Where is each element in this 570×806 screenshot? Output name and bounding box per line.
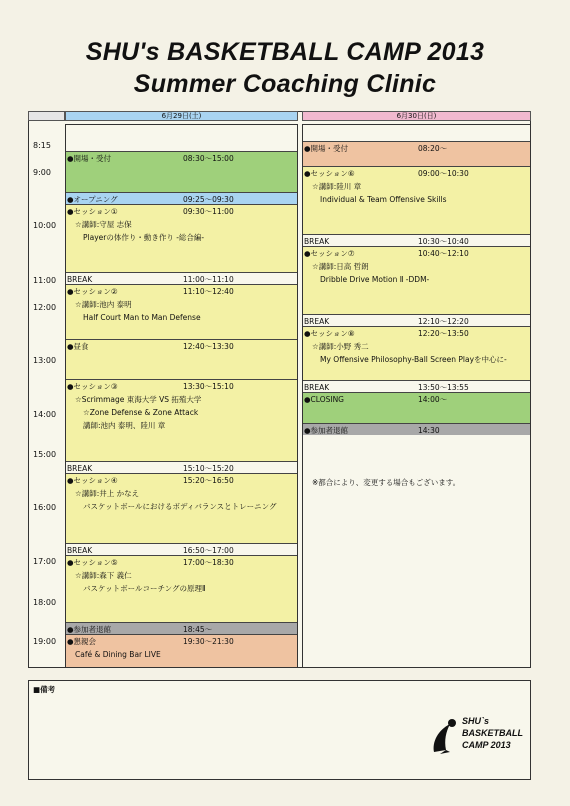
logo-line1: SHU`s — [462, 716, 490, 726]
time-label: 19:00 — [33, 637, 57, 646]
session-detail: ☆Zone Defense & Zone Attack — [83, 408, 199, 417]
session-title: ●昼食 — [67, 342, 89, 351]
session-time: 08:30～15:00 — [183, 154, 234, 163]
session-time: 09:30～11:00 — [183, 207, 234, 216]
session-title: ●セッション③ — [67, 382, 118, 391]
session-time: 13:50～13:55 — [418, 383, 469, 392]
time-label: 18:00 — [33, 598, 57, 607]
header-day1: 6月29日(土) — [65, 111, 298, 121]
session-time: 11:10～12:40 — [183, 287, 234, 296]
session-title: ●オープニング — [67, 195, 118, 204]
session-title: BREAK — [304, 383, 330, 392]
session-detail: Dribble Drive Motion Ⅱ -DDM- — [320, 275, 430, 284]
session-title: BREAK — [304, 317, 330, 326]
session-time: 14:30 — [418, 426, 440, 435]
session-title: ●CLOSING — [304, 395, 344, 404]
session-detail: My Offensive Philosophy-Ball Screen Playを中心に- — [320, 355, 507, 364]
time-label: 17:00 — [33, 557, 57, 566]
session-detail: ☆Scrimmage 東海大学 VS 拓殖大学 — [75, 395, 202, 404]
session-detail: ☆講師:井上 かなえ — [75, 489, 140, 498]
session-title: ●参加者退館 — [67, 625, 112, 634]
time-label: 14:00 — [33, 410, 57, 419]
time-label: 9:00 — [33, 168, 51, 177]
session-detail: 講師:池内 泰明、陸川 章 — [83, 421, 166, 430]
session-title: ●セッション① — [67, 207, 118, 216]
session-detail: ☆講師:小野 秀二 — [312, 342, 369, 351]
time-label: 12:00 — [33, 303, 57, 312]
change-note: ※都合により、変更する場合もございます。 — [312, 478, 461, 487]
session-title: ●セッション⑥ — [304, 169, 355, 178]
session-time: 12:20～13:50 — [418, 329, 469, 338]
session-detail: ☆講師:森下 義仁 — [75, 571, 132, 580]
session-detail: バスケットボールコーチングの原理Ⅱ — [83, 584, 206, 593]
session-title: ●セッション⑧ — [304, 329, 355, 338]
session-time: 13:30～15:10 — [183, 382, 234, 391]
session-detail: バスケットボールにおけるボディバランスとトレーニング — [83, 502, 277, 511]
title-line2: Summer Coaching Clinic — [133, 70, 437, 98]
session-time: 11:00～11:10 — [183, 275, 234, 284]
session-time: 18:45～ — [183, 625, 213, 634]
session-title: ●セッション⑦ — [304, 249, 355, 258]
session-title: ●懇親会 — [67, 637, 97, 646]
time-label: 16:00 — [33, 503, 57, 512]
session-detail: Half Court Man to Man Defense — [83, 313, 201, 322]
session-title: ●開場・受付 — [67, 154, 112, 163]
session-detail: Café & Dining Bar LIVE — [75, 650, 161, 659]
time-label: 10:00 — [33, 221, 57, 230]
session-title: ●参加者退館 — [304, 426, 349, 435]
session-detail: Individual & Team Offensive Skills — [320, 195, 447, 204]
session-time: 19:30～21:30 — [183, 637, 234, 646]
session-time: 12:40～13:30 — [183, 342, 234, 351]
session-time: 09:25～09:30 — [183, 195, 234, 204]
logo-line3: CAMP 2013 — [462, 740, 511, 750]
remarks-label: ■備考 — [33, 685, 56, 694]
session-time: 08:20～ — [418, 144, 448, 153]
title-line1: SHU's BASKETBALL CAMP 2013 — [85, 38, 485, 66]
session-time: 17:00～18:30 — [183, 558, 234, 567]
session-title: BREAK — [67, 464, 93, 473]
day1-frame — [65, 124, 298, 668]
session-detail: ☆講師:日高 哲朗 — [312, 262, 369, 271]
session-time: 12:10～12:20 — [418, 317, 469, 326]
time-label: 15:00 — [33, 450, 57, 459]
session-title: BREAK — [304, 237, 330, 246]
session-title: ●開場・受付 — [304, 144, 349, 153]
session-time: 16:50～17:00 — [183, 546, 234, 555]
session-title: ●セッション② — [67, 287, 118, 296]
time-label: 11:00 — [33, 276, 57, 285]
session-title: ●セッション⑤ — [67, 558, 118, 567]
session-time: 10:40～12:10 — [418, 249, 469, 258]
day2-frame — [302, 124, 531, 668]
session-detail: ☆講師:陸川 章 — [312, 182, 362, 191]
header-time-gutter — [28, 111, 65, 121]
header-day2: 6月30日(日) — [302, 111, 531, 121]
session-detail: Playerの体作り・動き作り -総合編- — [83, 233, 205, 242]
session-time: 15:20～16:50 — [183, 476, 234, 485]
time-label: 13:00 — [33, 356, 57, 365]
session-title: ●セッション④ — [67, 476, 118, 485]
session-detail: ☆講師:守屋 志保 — [75, 220, 132, 229]
session-time: 14:00～ — [418, 395, 448, 404]
session-detail: ☆講師:池内 泰明 — [75, 300, 132, 309]
logo-line2: BASKETBALL — [462, 728, 523, 738]
session-time: 15:10～15:20 — [183, 464, 234, 473]
session-time: 10:30～10:40 — [418, 237, 469, 246]
session-time: 09:00～10:30 — [418, 169, 469, 178]
time-label: 8:15 — [33, 141, 51, 150]
session-title: BREAK — [67, 275, 93, 284]
session-title: BREAK — [67, 546, 93, 555]
